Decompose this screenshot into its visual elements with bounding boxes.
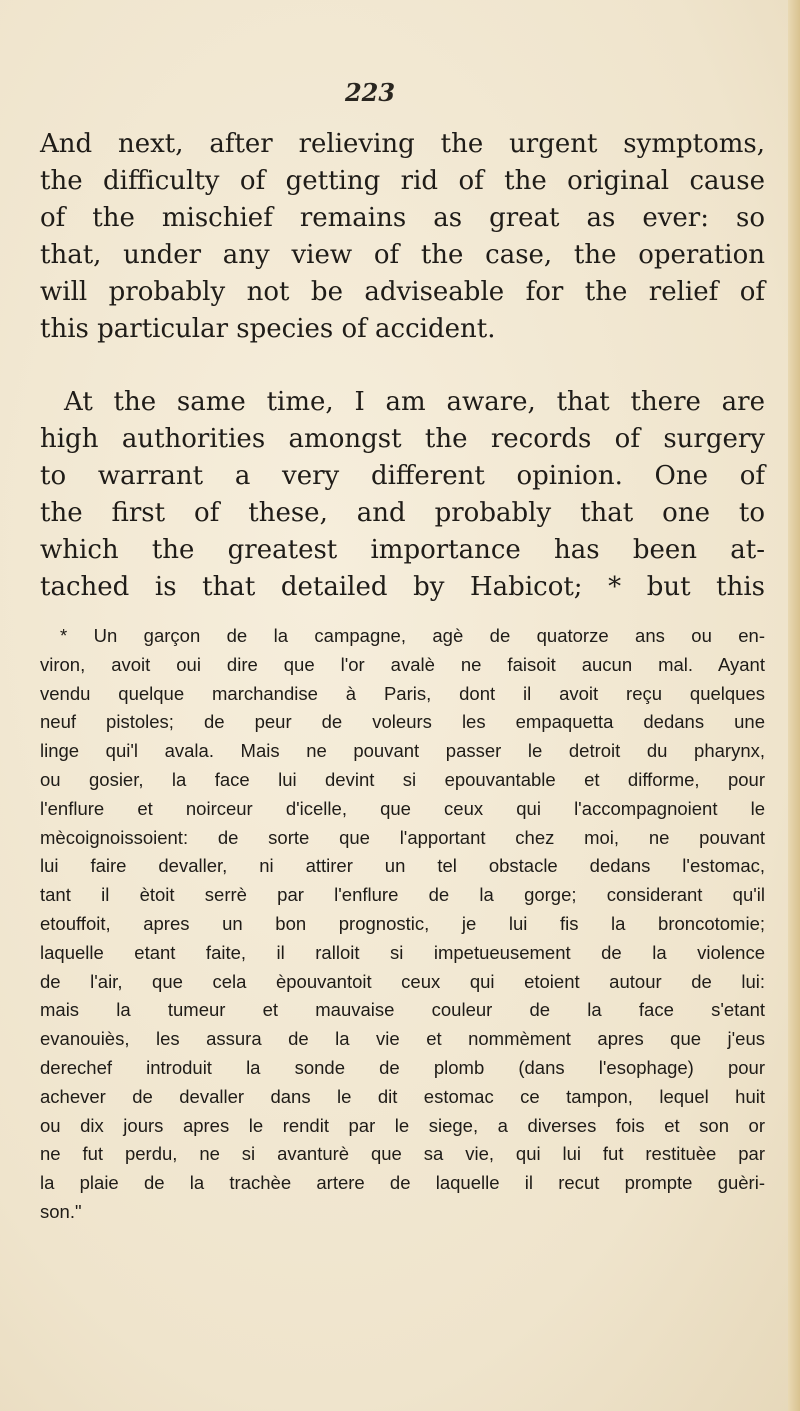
main-text [40,126,765,606]
footnote-line: linge qui'l avala. Mais ne pouvant passer le detroit du pharynx, [40,740,765,762]
footnote-line: neuf pistoles; de peur de voleurs les empaquetta dedans une [40,711,765,733]
footnote [40,622,765,1227]
page-edge [788,0,800,1411]
footnote-line: son." [40,1200,82,1222]
page-number: 223 [344,78,396,107]
footnote-line: mais la tumeur et mauvaise couleur de la face s'etant [40,999,765,1021]
text-line: high authorities amongst the records of surgery [40,424,765,454]
footnote-line: * Un garçon de la campagne, agè de quatorze ans ou en- [60,625,765,646]
footnote-line: lui faire devaller, ni attirer un tel obstacle dedans l'estomac, [40,855,765,877]
text-line: tached is that detailed by Habicot; * but this [40,572,765,602]
text-line: that, under any view of the case, the operation [40,240,765,270]
footnote-line: tant il ètoit serrè par l'enflure de la gorge; considerant qu'il [40,884,765,906]
text-line: which the greatest importance has been at- [40,535,765,565]
footnote-line: de l'air, que cela èpouvantoit ceux qui etoient autour de lui: [40,970,765,992]
paragraph-1 [40,126,765,348]
footnote-line: l'enflure et noirceur d'icelle, que ceux qui l'accompagnoient le [40,797,765,819]
footnote-line: la plaie de la trachèe artere de laquelle il recut prompte guèri- [40,1172,765,1194]
text-line: this particular species of accident. [40,314,496,344]
text-line: the first of these, and probably that one to [40,498,765,528]
footnote-line: laquelle etant faite, il ralloit si impetueusement de la violence [40,941,765,963]
paragraph-gap [40,348,765,384]
footnote-line: achever de devaller dans le dit estomac ce tampon, lequel huit [40,1085,765,1107]
text-line: will probably not be adviseable for the relief of [40,277,765,307]
footnote-line: viron, avoit oui dire que l'or avalè ne faisoit aucun mal. Ayant [40,653,765,675]
footnote-line: evanouiès, les assura de la vie et nommèment apres que j'eus [40,1028,765,1050]
footnote-line: ne fut perdu, ne si avanturè que sa vie, qui lui fut restituèe par [40,1143,765,1165]
footnote-line: ou dix jours apres le rendit par le siege, a diverses fois et son or [40,1114,765,1136]
footnote-line: ou gosier, la face lui devint si epouvantable et difforme, pour [40,768,765,790]
paragraph-2 [40,384,765,606]
footnote-line: derechef introduit la sonde de plomb (dans l'esophage) pour [40,1056,765,1078]
text-line: At the same time, I am aware, that there are [64,387,765,417]
text-line: of the mischief remains as great as ever: so [40,203,765,233]
footnote-line: mècoignoissoient: de sorte que l'apportant chez moi, ne pouvant [40,826,765,848]
text-line: And next, after relieving the urgent symptoms, [40,129,765,159]
text-line: to warrant a very different opinion. One of [40,461,765,491]
footnote-line: etouffoit, apres un bon prognostic, je lui fis la broncotomie; [40,912,765,934]
footnote-line: vendu quelque marchandise à Paris, dont il avoit reçu quelques [40,682,765,704]
text-line: the difficulty of getting rid of the original cause [40,166,765,196]
